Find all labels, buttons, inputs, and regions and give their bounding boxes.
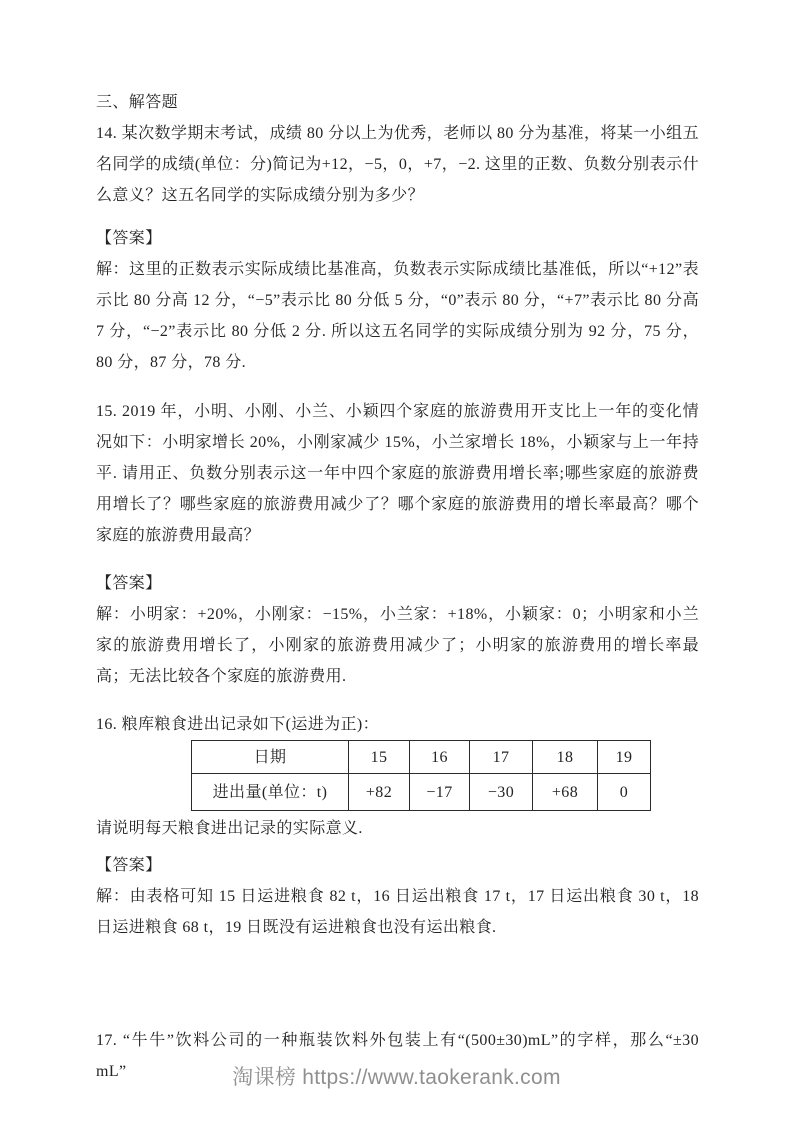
question-17: 17. “牛牛”饮料公司的一种瓶装饮料外包装上有“(500±30)mL”的字样，那么“±30 mL” [96, 1032, 699, 1080]
table-cell-day-19: 19 [598, 741, 651, 774]
table-cell-amount-15: +82 [349, 774, 410, 811]
table-cell-day-18: 18 [533, 741, 598, 774]
answer-label-14: 【答案】 [96, 230, 162, 247]
footer-watermark [0, 1062, 793, 1094]
answer-15: 解：小明家：+20%，小刚家：−15%，小兰家：+18%，小颖家：0；小明家和小兰家的旅游费用增长了，小刚家的旅游费用减少了；小明家的旅游费用的增长率最高；无法比较各个家庭的旅游费用. [96, 606, 699, 685]
answer-label-15: 【答案】 [96, 575, 162, 592]
answer-14: 解：这里的正数表示实际成绩比基准高，负数表示实际成绩比基准低，所以“+12”表示比 80 分高 12 分，“−5”表示比 80 分低 5 分，“0”表示 80 分，“+7”表示比 80 分高 7 分，“−2”表示比 80 分低 2 分. 所以这五名同学的实际成绩分别为 92 分，75 分，80 分，87 分，78 分. [96, 261, 699, 371]
table-cell-amount-18: +68 [533, 774, 598, 811]
section-heading: 三、解答题 [96, 94, 179, 111]
table-cell-amount-19: 0 [598, 774, 651, 811]
table-cell-day-16: 16 [410, 741, 470, 774]
table-header-row [192, 741, 651, 774]
question-16-note: 请说明每天粮食进出记录的实际意义. [96, 820, 363, 837]
answer-label-16: 【答案】 [96, 857, 162, 874]
table-cell-day-17: 17 [470, 741, 533, 774]
question-15: 15. 2019 年，小明、小刚、小兰、小颖四个家庭的旅游费用开支比上一年的变化情况如下：小明家增长 20%，小刚家减少 15%，小兰家增长 18%，小颖家与上一年持平. 请用正、负数分别表示这一年中四个家庭的旅游费用增长率;哪些家庭的旅游费用增长了？哪些家庭的旅游费用减少了？哪个家庭的旅游费用的增长率最高？哪个家庭的旅游费用最高？ [96, 403, 699, 544]
question-16-intro: 16. 粮库粮食进出记录如下(运进为正)： [96, 716, 380, 733]
question-14: 14. 某次数学期末考试，成绩 80 分以上为优秀，老师以 80 分为基准，将某一小组五名同学的成绩(单位：分)简记为+12，−5，0，+7，−2. 这里的正数、负数分别表示什么意义？这五名同学的实际成绩分别为多少？ [96, 125, 699, 204]
answer-16: 解：由表格可知 15 日运进粮食 82 t，16 日运出粮食 17 t，17 日运出粮食 30 t，18 日运进粮食 68 t，19 日既没有运进粮食也没有运出粮食. [96, 888, 699, 936]
table-cell-amount-16: −17 [410, 774, 470, 811]
table-cell-amount-17: −30 [470, 774, 533, 811]
grain-record-table [191, 740, 651, 811]
footer-watermark-text: 淘课榜 https://www.taokerank.com [232, 1066, 561, 1089]
table-cell-day-15: 15 [349, 741, 410, 774]
table-values-row [192, 774, 651, 811]
table-cell-date-label: 日期 [192, 741, 349, 774]
table-cell-amount-label: 进出量(单位：t) [192, 774, 349, 811]
